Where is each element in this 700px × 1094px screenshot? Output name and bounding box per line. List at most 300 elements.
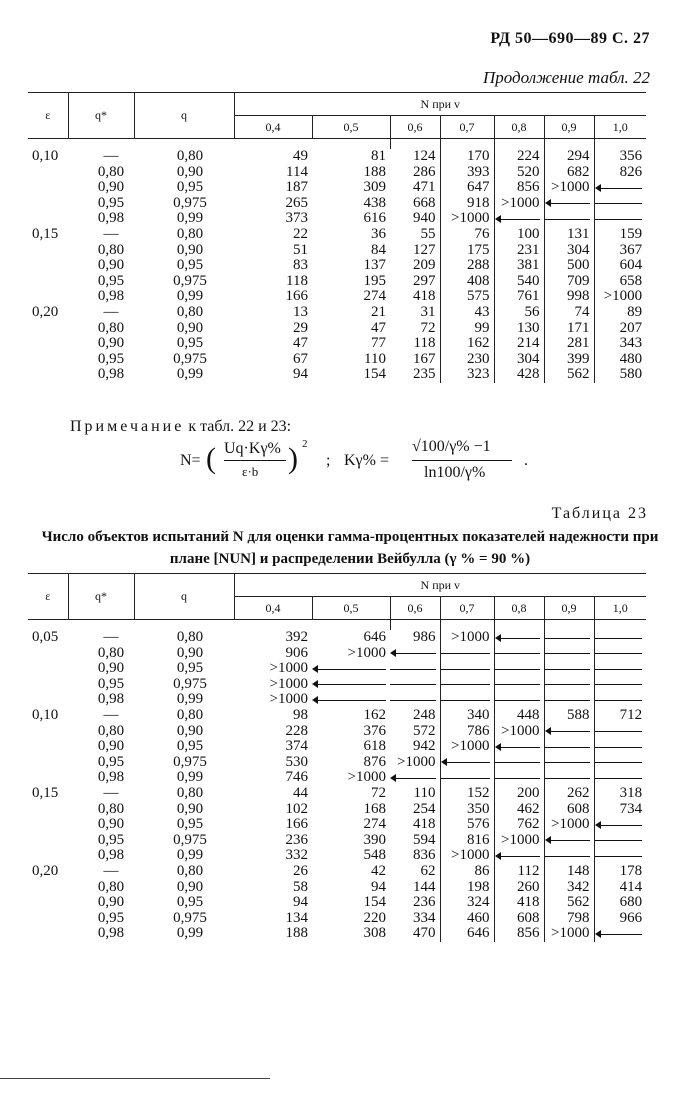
eps-cell [28,880,68,896]
qstar-cell: 0,90 [97,816,125,833]
n-cell: 480 [619,350,643,367]
n-cell: 62 [390,864,440,880]
dash-line [545,740,590,754]
n-cell [544,677,594,693]
n-cell [544,692,594,708]
n-cell: 998 [544,289,594,305]
n-cell: 734 [619,800,643,817]
n-cell: 286 [390,165,440,181]
n-cell [440,770,494,786]
left-arrow-icon [595,181,643,195]
table-row [28,802,646,818]
eps-cell [28,755,68,771]
col-v: 0,6 [390,597,440,620]
table-row [28,646,646,662]
dash-line [545,693,590,707]
n-cell [544,755,594,771]
n-cell: 99 [440,321,494,337]
eps-cell [28,770,68,786]
n-cell: 231 [494,243,544,259]
table-22 [28,92,646,383]
n-cell: 51 [293,241,308,258]
n-cell: 471 [390,180,440,196]
dash-line [595,646,643,660]
left-arrow-icon [495,849,540,863]
n-cell: 148 [544,864,594,880]
eps-cell [28,646,68,662]
n-cell: 520 [494,165,544,181]
dash-line [595,693,643,707]
dash-line [595,677,643,691]
n-cell: 114 [286,163,308,180]
n-cell: 940 [390,211,440,227]
n-cell: >1000 [440,630,494,646]
qstar-cell: 0,95 [97,194,125,211]
eps-cell [28,289,68,305]
dash-line [441,693,490,707]
n-cell [594,677,646,693]
n-cell: 178 [619,862,643,879]
qstar-cell: 0,98 [97,366,125,383]
eps-cell [28,833,68,849]
qstar-cell: 0,80 [97,644,125,661]
qstar-cell: 0,80 [97,878,125,895]
table-row [28,321,646,337]
table-23-label: Таблица 23 [551,505,648,522]
n-cell [594,630,646,646]
dash-line [545,646,590,660]
n-cell: 110 [390,786,440,802]
dash-line [595,849,643,863]
n-cell: 94 [371,878,386,895]
qstar-cell: 0,80 [97,319,125,336]
n-cell: 709 [544,274,594,290]
col-v: 0,9 [544,597,594,620]
n-cell [544,661,594,677]
q-cell: 0,99 [176,691,204,708]
n-cell: 373 [285,210,308,227]
n-cell [544,848,594,864]
n-cell: 438 [363,194,386,211]
n-cell [390,661,440,677]
n-cell: 367 [619,241,643,258]
col-qstar: q* [68,574,134,620]
n-cell: 22 [293,225,308,242]
formula-paren-left: ( [206,442,216,475]
eps-cell: 0,10 [32,706,59,723]
q-cell: 0,90 [176,644,204,661]
n-cell: 81 [371,148,386,164]
dash-line [495,771,540,785]
left-arrow-icon [390,646,436,660]
n-cell: 236 [390,895,440,911]
eps-cell [28,677,68,693]
n-cell: 248 [390,708,440,724]
q-cell: 0,975 [173,194,207,211]
dash-line [545,849,590,863]
n-cell: 604 [619,257,643,274]
q-cell: 0,99 [176,366,204,383]
n-cell: 836 [390,848,440,864]
n-cell: 356 [619,148,643,164]
n-cell [440,646,494,662]
n-cell: >1000 [347,769,386,786]
n-cell: 102 [285,800,308,817]
group-spacer [28,620,646,631]
eps-cell [28,911,68,927]
q-cell: 0,80 [176,225,204,242]
left-arrow-icon [495,740,540,754]
table-row [28,149,646,165]
table-row [28,739,646,755]
table-row [28,352,646,368]
q-cell: 0,95 [176,257,204,274]
eps-cell [28,196,68,212]
n-cell: 986 [390,630,440,646]
qstar-cell: — [103,862,119,879]
n-cell: >1000 [494,196,544,212]
n-cell [594,692,646,708]
col-v: 0,5 [312,116,390,139]
table-row [28,305,646,321]
q-cell: 0,99 [176,847,204,864]
n-cell: 826 [619,163,643,180]
eps-cell [28,848,68,864]
left-arrow-icon [312,693,386,707]
q-cell: 0,95 [176,179,204,196]
n-cell: 127 [390,243,440,259]
n-cell: 376 [363,722,386,739]
n-cell [594,180,646,196]
q-cell: 0,975 [173,909,207,926]
table-row [28,833,646,849]
col-v: 0,8 [494,597,544,620]
eps-cell [28,180,68,196]
n-cell: 428 [494,367,544,383]
dash-line [441,677,490,691]
n-cell: 167 [390,352,440,368]
n-cell: 166 [285,816,308,833]
formula-denominator: ε·b [242,464,259,479]
n-cell: 288 [440,258,494,274]
n-cell: 918 [440,196,494,212]
n-cell: 588 [544,708,594,724]
n-cell: 575 [440,289,494,305]
n-cell: 86 [440,864,494,880]
q-cell: 0,95 [176,894,204,911]
table-row [28,724,646,740]
dash-line [495,662,540,676]
qstar-cell: 0,95 [97,675,125,692]
n-cell: >1000 [269,691,308,708]
table-row [28,165,646,181]
dash-line [390,693,436,707]
page-header: РД 50—690—89 С. 27 [490,30,650,47]
dash-line [495,677,540,691]
n-cell: 118 [286,272,308,289]
n-cell: 816 [440,833,494,849]
n-cell: 49 [293,148,308,164]
n-cell [594,739,646,755]
col-qstar: q* [68,93,134,139]
left-arrow-icon [312,662,386,676]
n-cell: 530 [285,753,308,770]
n-cell: 460 [440,911,494,927]
n-cell [494,646,544,662]
n-cell: 47 [371,319,386,336]
n-cell: >1000 [440,211,494,227]
n-cell [544,630,594,646]
qstar-cell: — [103,706,119,723]
n-cell [594,724,646,740]
col-v: 0,5 [312,597,390,620]
q-cell: 0,90 [176,722,204,739]
q-cell: 0,80 [176,706,204,723]
n-cell: 74 [544,305,594,321]
n-cell: 56 [494,305,544,321]
table-row [28,770,646,786]
n-cell: 154 [363,366,386,383]
formula [180,438,560,488]
n-cell: 399 [544,352,594,368]
col-eps: ε [28,574,68,620]
n-cell [440,692,494,708]
n-cell: 230 [440,352,494,368]
table-row [28,180,646,196]
n-cell: 236 [285,831,308,848]
n-cell: 214 [494,336,544,352]
qstar-cell: 0,90 [97,179,125,196]
dash-line [595,724,643,738]
n-cell: 340 [440,708,494,724]
n-cell [494,630,544,646]
eps-cell [28,692,68,708]
n-cell: 500 [544,258,594,274]
n-cell: 462 [494,802,544,818]
table-row [28,880,646,896]
n-cell: 381 [494,258,544,274]
dash-line [441,771,490,785]
table-row [28,692,646,708]
n-cell [544,196,594,212]
dash-line [545,771,590,785]
n-cell: 762 [494,817,544,833]
col-v: 0,6 [390,116,440,139]
eps-cell: 0,10 [32,148,59,164]
eps-cell [28,802,68,818]
formula-k-fraction-bar [412,460,512,461]
eps-cell [28,661,68,677]
n-cell: 323 [440,367,494,383]
dash-line [545,631,590,645]
n-cell: 646 [440,926,494,942]
n-cell: 84 [371,241,386,258]
n-cell: 540 [494,274,544,290]
n-cell: 393 [440,165,494,181]
col-v: 0,7 [440,116,494,139]
n-cell: 162 [363,706,386,723]
eps-cell [28,724,68,740]
n-cell: 374 [285,738,308,755]
dash-line [441,662,490,676]
col-v: 1,0 [594,116,646,139]
table-continuation-label: Продолжение табл. 22 [482,68,650,87]
n-cell: 281 [544,336,594,352]
n-cell: 798 [544,911,594,927]
n-cell: 309 [363,179,386,196]
n-cell [494,211,544,227]
n-cell: 414 [619,878,643,895]
n-cell [544,770,594,786]
n-cell: 274 [363,816,386,833]
n-cell: 188 [363,163,386,180]
eps-cell [28,274,68,290]
n-cell: 668 [390,196,440,212]
n-cell: 324 [440,895,494,911]
n-cell: 130 [494,321,544,337]
dash-line [595,662,643,676]
table-row [28,755,646,771]
dash-line [595,771,643,785]
n-cell: 658 [619,272,643,289]
n-cell: 646 [363,629,386,645]
formula-numerator: Uq·Kγ% [224,440,281,457]
n-cell: 235 [390,367,440,383]
n-cell: 548 [363,847,386,864]
eps-cell [28,243,68,259]
n-cell: 262 [544,786,594,802]
left-arrow-icon [390,771,436,785]
n-cell: 171 [544,321,594,337]
qstar-cell: 0,95 [97,909,125,926]
qstar-cell: 0,98 [97,210,125,227]
eps-cell [28,817,68,833]
eps-cell [28,367,68,383]
n-cell: 162 [440,336,494,352]
eps-cell [28,321,68,337]
col-eps: ε [28,93,68,139]
left-arrow-icon [595,818,643,832]
n-cell: 72 [390,321,440,337]
n-cell: 342 [544,880,594,896]
n-cell [440,677,494,693]
n-cell: 168 [363,800,386,817]
n-cell: 124 [390,149,440,165]
n-cell: 207 [619,319,643,336]
qstar-cell: 0,95 [97,831,125,848]
n-cell: 26 [293,862,308,879]
qstar-cell: 0,98 [97,925,125,942]
n-cell [594,646,646,662]
dash-line [495,755,540,769]
n-cell: 562 [544,895,594,911]
n-cell: 876 [363,753,386,770]
n-cell [312,661,390,677]
n-cell: 220 [363,909,386,926]
col-n-at: N при v [420,577,461,592]
qstar-cell: — [103,629,119,645]
dash-line [390,677,436,691]
col-n-at: N при v [420,96,461,111]
n-cell [440,661,494,677]
n-cell: >1000 [603,288,643,305]
qstar-cell: — [103,148,119,164]
qstar-cell: 0,95 [97,753,125,770]
table-row [28,243,646,259]
n-cell: 390 [363,831,386,848]
formula-n-eq: N= [180,452,201,469]
dash-line [595,631,643,645]
eps-cell [28,258,68,274]
q-cell: 0,90 [176,163,204,180]
left-arrow-icon [545,724,590,738]
dash-line [595,755,643,769]
col-v: 0,7 [440,597,494,620]
qstar-cell: 0,95 [97,350,125,367]
q-cell: 0,975 [173,675,207,692]
table-23 [28,573,646,942]
n-cell [594,661,646,677]
n-cell: 47 [293,335,308,352]
n-cell: 392 [285,629,308,645]
n-cell [594,196,646,212]
n-cell: 43 [440,305,494,321]
n-cell: 304 [544,243,594,259]
n-cell: 408 [440,274,494,290]
n-cell: 746 [285,769,308,786]
n-cell: 470 [390,926,440,942]
eps-cell: 0,15 [32,784,59,801]
n-cell [494,661,544,677]
n-cell: >1000 [440,848,494,864]
n-cell: 308 [363,925,386,942]
qstar-cell: 0,98 [97,769,125,786]
col-q: q [134,574,234,620]
n-cell: 418 [494,895,544,911]
eps-cell [28,165,68,181]
eps-cell [28,211,68,227]
n-cell: 297 [390,274,440,290]
dash-line [595,212,643,226]
n-cell: 94 [293,894,308,911]
n-cell [594,755,646,771]
n-cell: 175 [440,243,494,259]
table-row [28,848,646,864]
table-row [28,336,646,352]
n-cell: >1000 [347,644,386,661]
n-cell: 98 [293,706,308,723]
n-cell: 318 [619,784,643,801]
q-cell: 0,975 [173,272,207,289]
eps-cell [28,926,68,942]
n-cell [494,848,544,864]
n-cell: 608 [544,802,594,818]
q-cell: 0,95 [176,738,204,755]
n-cell: 152 [440,786,494,802]
q-cell: 0,80 [176,784,204,801]
table-row [28,367,646,383]
formula-separator: ; [326,452,331,469]
n-cell: 170 [440,149,494,165]
n-cell: 618 [363,738,386,755]
left-arrow-icon [495,631,540,645]
n-cell: >1000 [544,180,594,196]
n-cell: 131 [544,227,594,243]
table-row [28,227,646,243]
n-cell: 228 [285,722,308,739]
q-cell: 0,99 [176,769,204,786]
n-cell: 144 [390,880,440,896]
